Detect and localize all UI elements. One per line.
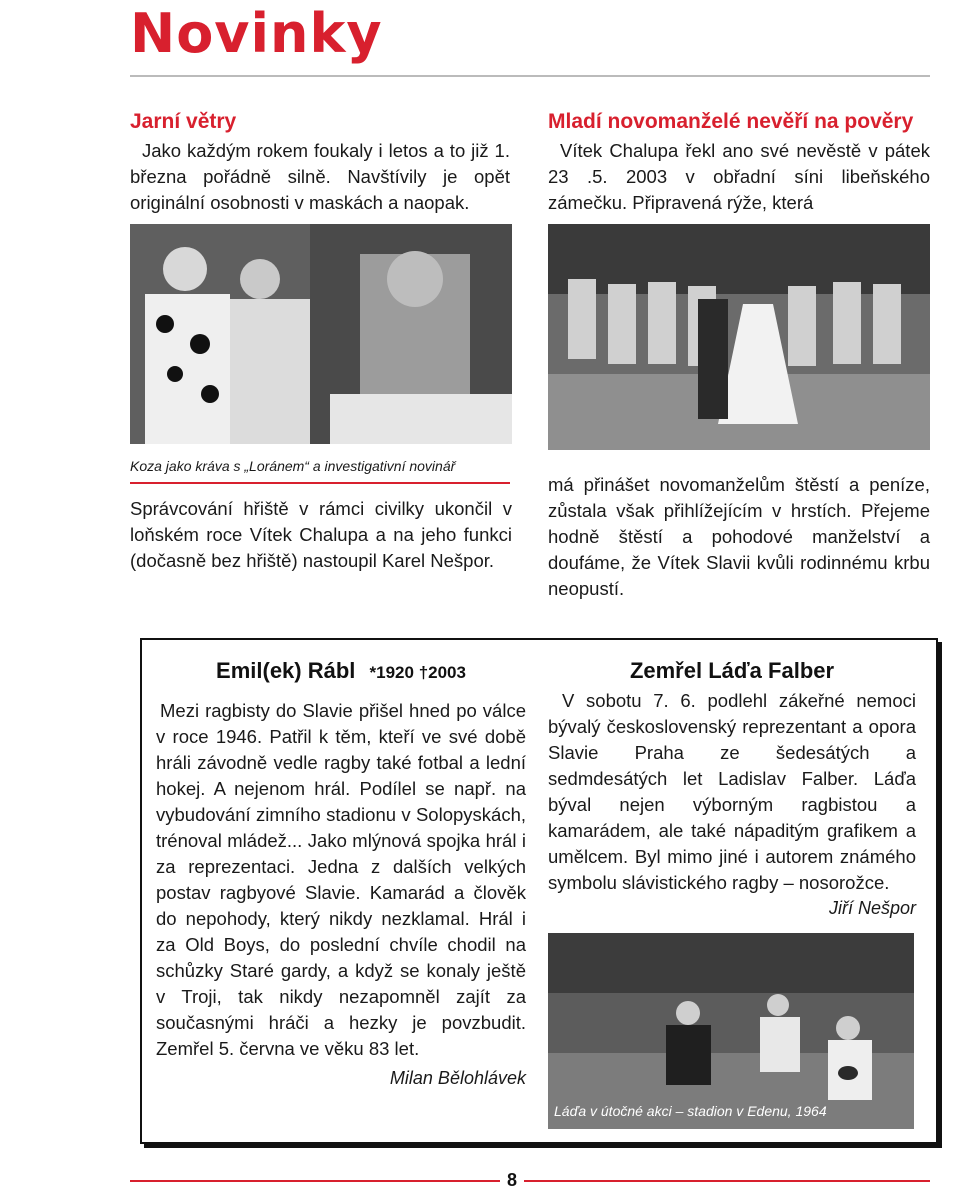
carnival-photo — [130, 224, 512, 444]
box-left-column — [156, 658, 526, 1089]
rugby-photo-caption: Láďa v útočné akci – stadion v Edenu, 1964 — [554, 1103, 827, 1119]
left-article-heading: Jarní větry — [130, 110, 237, 133]
right-article-heading: Mladí novomanželé nevěří na pověry — [548, 110, 914, 133]
rugby-photo — [548, 933, 914, 1129]
wedding-photo — [548, 224, 930, 450]
box-right-column — [548, 658, 916, 1129]
right-article-intro: Vítek Chalupa řekl ano své nevěstě v pátek 23 .5. 2003 v obřadní síni libeňského zámečku. Připravená rýže, která — [548, 140, 930, 213]
caption-divider — [130, 482, 510, 484]
obituary-box — [140, 638, 938, 1144]
left-article-intro: Jako každým rokem foukaly i letos a to již 1. března pořádně silně. Navštívily je opět originální osobnosti v maskách a naopak. — [130, 140, 510, 213]
carnival-photo-caption: Koza jako kráva s „Loránem“ a investigativní novinář — [130, 458, 456, 474]
box-left-signature: Milan Bělohlávek — [389, 1068, 526, 1088]
page-number: 8 — [500, 1170, 524, 1192]
page-title: Novinky — [130, 2, 383, 65]
right-article-body: má přinášet novomanželům štěstí a peníze, zůstala však přihlížejícím v hrstích. Přejeme hodně štěstí a pohodové manželství a doufáme, že Vítek Slavii kvůli rodinnému krbu neopustí. — [548, 474, 930, 599]
header-rule — [130, 75, 930, 77]
box-left-heading: Emil(ek) Rábl — [216, 658, 356, 683]
left-article-body: Správcování hřiště v rámci civilky ukončil v loňském roce Vítek Chalupa a na jeho funkci (dočasně bez hřiště) nastoupil Karel Nešpor. — [130, 498, 512, 571]
footer-line — [130, 1180, 930, 1182]
box-left-body: Mezi ragbisty do Slavie přišel hned po válce v roce 1946. Patřil k těm, kteří ve své době hráli závodně vedle ragby také fotbal a lední hokej. A nejenom hrál. Podílel se např. na vybudování zimního stadionu v Solopyskách, trénoval mládež... Jako mlýnová spojka hrál i za reprezentaci. Jedna z dalších velkých postav ragbyové Slavie. Kamarád a člověk do nepohody, který nikdy nezklamal. Hrál i za Old Boys, do poslední chvíle chodil na schůzky Staré gardy, a když se konaly ještě v Troji, tak nikdy nezapomněl zajít za současnými hráči a hezky je povzbudit. Zemřel 5. června ve věku 83 let. — [156, 700, 526, 1059]
box-right-heading: Zemřel Láďa Falber — [629, 658, 835, 683]
box-right-signature: Jiří Nešpor — [828, 898, 916, 918]
box-right-body: V sobotu 7. 6. podlehl zákeřné nemoci bývalý československý reprezentant a opora Slavie Praha ze šedesátých a sedmdesátých let Ladislav Falber. Láďa býval nejen výborným ragbistou a kamarádem, ale také nápaditým grafikem a umělcem. Byl mimo jiné i autorem známého symbolu slávistického ragby – nosorožce. — [548, 690, 916, 893]
box-left-dates: *1920 †2003 — [369, 663, 466, 682]
